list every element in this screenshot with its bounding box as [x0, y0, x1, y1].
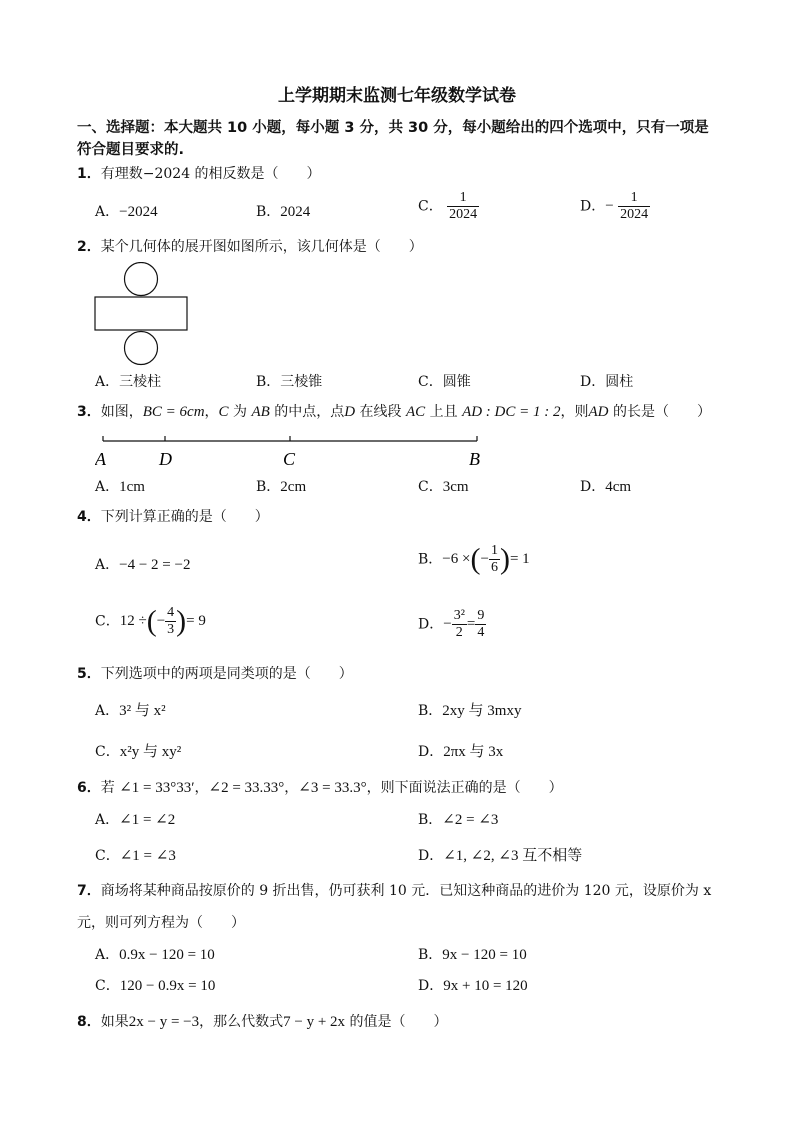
question-1: 1．有理数−2024 的相反数是（ ）	[77, 166, 321, 182]
question-7: 7．商场将某种商品按原价的 9 折出售，仍可获利 10 元．已知这种商品的进价为 120 元，设原价为 x	[77, 883, 712, 899]
q7-option-d: D．9x + 10 = 120	[418, 978, 528, 994]
q3-option-a: A．1cm	[95, 479, 145, 495]
segment-diagram	[95, 432, 485, 472]
q4-option-d: D．− $\frac{\text{3²}}{2}$ = $\frac{9}{4}$	[418, 608, 485, 640]
q1-option-d: D．− $\frac{1}{2024}$	[580, 190, 649, 222]
q6-option-c: C．∠1 = ∠3	[95, 848, 176, 864]
q6-option-a: A．∠1 = ∠2	[95, 812, 176, 828]
q3-option-c: C．3cm	[418, 479, 469, 495]
q3-option-d: D．4cm	[580, 479, 632, 495]
q2-option-c: C．圆锥	[418, 374, 471, 390]
question-7-line2: 元，则可列方程为（ ）	[77, 915, 245, 931]
q4-option-a: A．−4 − 2 = −2	[95, 557, 191, 573]
label-b: B	[469, 449, 480, 469]
question-5: 5．下列选项中的两项是同类项的是（ ）	[77, 666, 353, 682]
question-stem: 有理数−2024 的相反数是（ ）	[100, 166, 321, 182]
question-4: 4．下列计算正确的是（ ）	[77, 509, 269, 525]
q5-option-c: C．x²y 与 xy²	[95, 744, 182, 760]
q4-option-c: C．12 ÷(− $\frac{4}{3}$ )= 9	[95, 604, 206, 638]
q7-option-b: B．9x − 120 = 10	[418, 947, 527, 963]
bottom-circle	[125, 332, 158, 365]
question-8: 8．如果2x − y = −3，那么代数式7 − y + 2x 的值是（ ）	[77, 1014, 448, 1030]
q1-option-b: B．2024	[256, 204, 311, 220]
question-stem: 某个几何体的展开图如图所示，该几何体是（ ）	[100, 239, 423, 255]
page-title: 上学期期末监测七年级数学试卷	[278, 86, 516, 106]
q7-option-a: A．0.9x − 120 = 10	[95, 947, 215, 963]
fraction: $\frac{1}{2024}$	[620, 190, 649, 222]
net-diagram	[90, 262, 194, 368]
label-a: A	[95, 449, 106, 469]
rectangle	[95, 297, 187, 330]
fraction: $\frac{1}{2024}$	[449, 190, 478, 222]
section-heading-line1: 一、选择题：本大题共 10 小题，每小题 3 分，共 30 分，每小题给出的四个选项中，只有一项是	[77, 120, 709, 136]
q6-option-d: D．∠1, ∠2, ∠3 互不相等	[418, 848, 583, 864]
fraction: $\frac{4}{3}$	[167, 605, 175, 637]
q6-option-b: B．∠2 = ∠3	[418, 812, 499, 828]
q1-option-c: C． $\frac{1}{2024}$	[418, 190, 478, 222]
q7-option-c: C．120 − 0.9x = 10	[95, 978, 216, 994]
q2-option-d: D．圆柱	[580, 374, 634, 390]
q5-option-b: B．2xy 与 3mxy	[418, 703, 522, 719]
question-2: 2．某个几何体的展开图如图所示，该几何体是（ ）	[77, 239, 423, 255]
section-heading-line2: 符合题目要求的.	[77, 142, 185, 158]
q3-option-b: B．2cm	[256, 479, 307, 495]
fraction: $\frac{9}{4}$	[477, 608, 485, 640]
label-d: D	[159, 449, 172, 469]
q2-option-b: B．三棱锥	[256, 374, 323, 390]
fraction: $\frac{1}{6}$	[490, 543, 498, 575]
q1-option-a: A．−2024	[95, 204, 158, 220]
question-6: 6．若 ∠1 = 33°33′，∠2 = 33.33°，∠3 = 33.3°，则下面说法正确的是（ ）	[77, 780, 563, 796]
top-circle	[125, 263, 158, 296]
fraction: $\frac{\text{3²}}{2}$	[453, 608, 465, 640]
q5-option-d: D．2πx 与 3x	[418, 744, 504, 760]
q2-option-a: A．三棱柱	[95, 374, 162, 390]
q4-option-b: B．−6 ×(− $\frac{1}{6}$ )= 1	[418, 542, 530, 576]
question-3: 3．如图，BC = 6cm，C 为 AB 的中点，点D 在线段 AC 上且 AD : DC = 1 : 2，则AD 的长是（ ）	[77, 404, 711, 420]
label-c: C	[283, 449, 296, 469]
q5-option-a: A．3² 与 x²	[95, 703, 166, 719]
